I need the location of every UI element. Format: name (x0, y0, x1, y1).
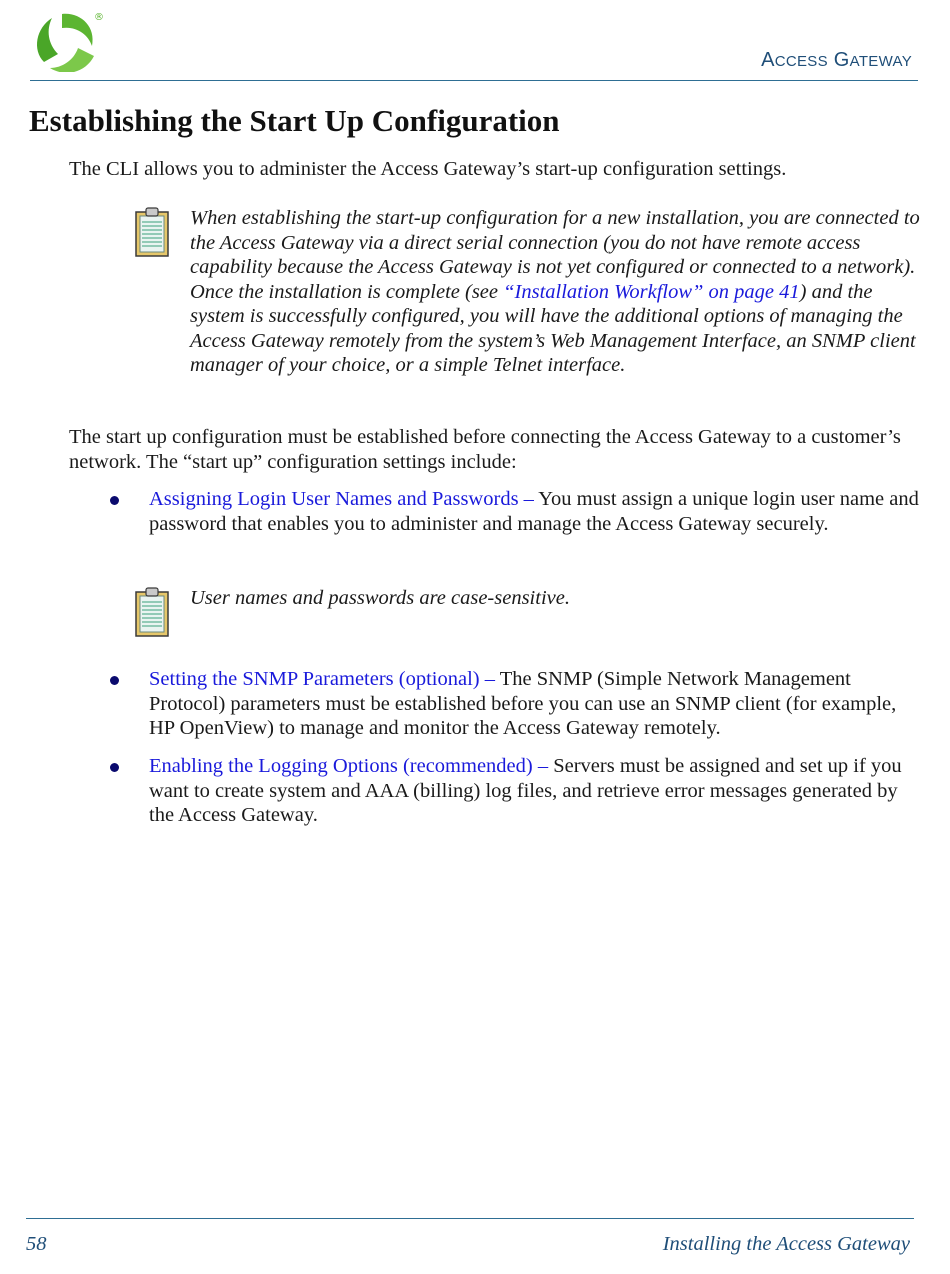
bullet-dash: – (479, 668, 495, 690)
bullet-description: You must assign a unique login user name and password that enables you to administer and manage the Access Gateway securely. (149, 488, 919, 535)
footer-divider (26, 1218, 914, 1219)
registered-mark: ® (94, 12, 104, 23)
notepad-icon (134, 586, 170, 638)
note-case-sensitive-text: User names and passwords are case-sensitive. (190, 587, 570, 609)
bullet-dash: – (532, 755, 549, 777)
header-title (761, 49, 912, 72)
page-title: Establishing the Start Up Configuration (29, 103, 560, 138)
header-title-initial-2: G (833, 49, 850, 71)
notepad-icon (134, 206, 170, 258)
note-text-after: ) and the system is successfully configured, you will have the additional options of managing the Access Gateway remotely from the system’s Web Management Interface, an SNMP client manager of your choice, or a simple Telnet interface. (190, 280, 916, 376)
bullet-dot-icon (110, 676, 119, 685)
bullet-text (149, 754, 924, 828)
header-title-rest-2: ATEWAY (849, 53, 912, 70)
installation-workflow-link[interactable]: “Installation Workflow” on page 41 (503, 280, 800, 303)
intro-paragraph: The CLI allows you to administer the Access Gateway’s start-up configuration settings. (69, 158, 787, 180)
header-divider (30, 80, 918, 81)
bullet-dot-icon (110, 763, 119, 772)
logging-options-link[interactable]: Enabling the Logging Options (recommended) (149, 755, 533, 777)
bullet-text (149, 487, 924, 536)
header-title-initial-1: A (761, 49, 775, 71)
note-installation-text (190, 206, 925, 378)
snmp-parameters-link[interactable]: Setting the SNMP Parameters (optional) (149, 668, 480, 690)
startup-paragraph: The start up configuration must be established before connecting the Access Gateway to a customer’s network. The “start up” configuration settings include: (69, 426, 901, 473)
bullet-dash: – (518, 488, 534, 510)
page-number: 58 (26, 1233, 47, 1255)
bullet-description: Servers must be assigned and set up if you want to create system and AAA (billing) log files, and retrieve error messages generated by the Access Gateway. (149, 755, 902, 826)
header-title-rest-1: CCESS (774, 53, 828, 70)
bullet-text (149, 667, 924, 741)
bullet-description: The SNMP (Simple Network Management Protocol) parameters must be established before you can use an SNMP client (for example, HP OpenView) to manage and monitor the Access Gateway remotely. (149, 668, 897, 739)
bullet-dot-icon (110, 496, 119, 505)
chapter-title: Installing the Access Gateway (662, 1233, 910, 1255)
company-logo-icon (30, 8, 104, 72)
note-text-before: When establishing the start-up configuration for a new installation, you are connected to the Access Gateway via a direct serial connection (you do not have remote access capability because the Access Gateway is not yet configured or connected to a network). Once the installation is complete (see (190, 207, 920, 303)
login-passwords-link[interactable]: Assigning Login User Names and Passwords (149, 488, 519, 510)
